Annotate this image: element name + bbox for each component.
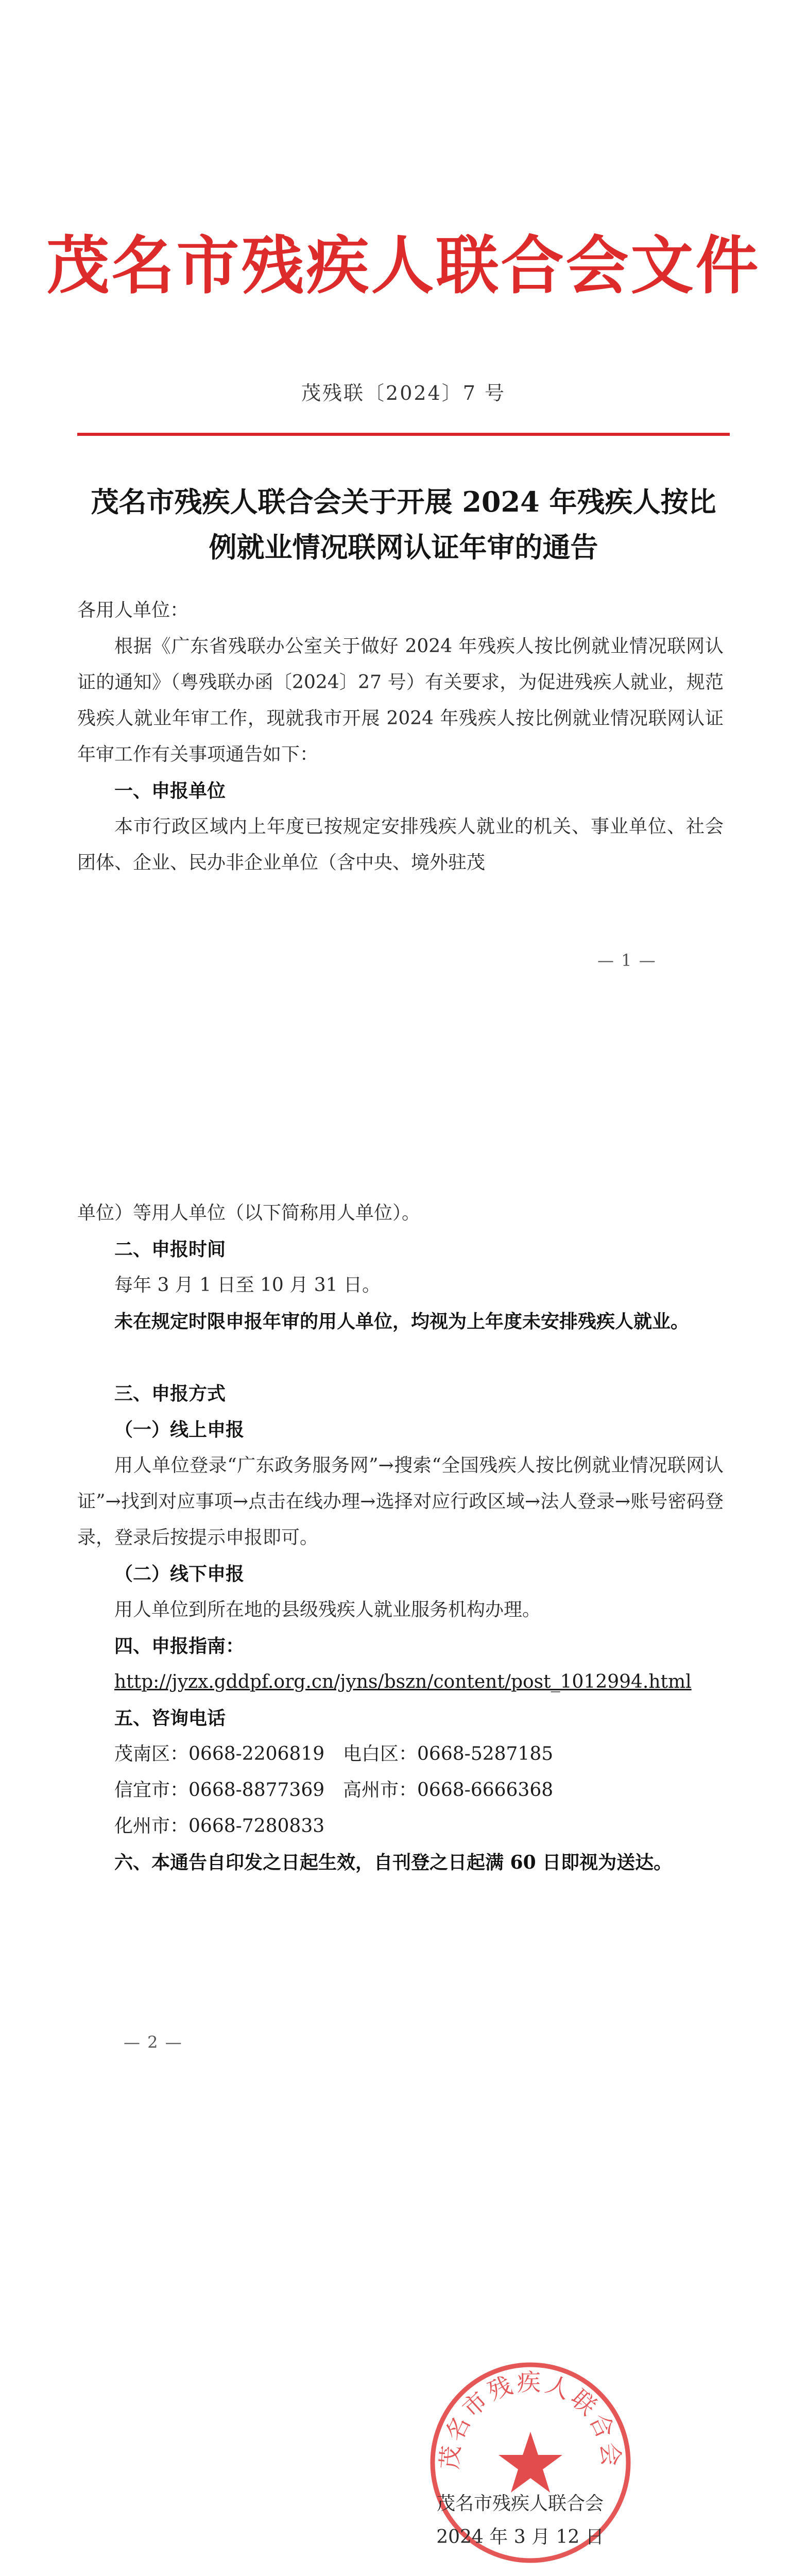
deadline-warning: 未在规定时限申报年审的用人单位，均视为上年度未安排残疾人就业。 — [114, 1311, 690, 1332]
signature-org: 茂名市残疾人联合会 — [436, 2493, 604, 2514]
phone-area: 电白区： — [343, 1743, 418, 1765]
application-period: 每年 3 月 1 日至 10 月 31 日。 — [114, 1275, 381, 1296]
section-heading-applicants: 一、申报单位 — [114, 780, 226, 802]
signature-date: 2024 年 3 月 12 日 — [436, 2527, 604, 2548]
phone-area: 化州市： — [114, 1816, 189, 1837]
phone-number: 0668-7280833 — [188, 1816, 325, 1837]
section-heading-guide: 四、申报指南： — [114, 1635, 245, 1657]
phone-area: 高州市： — [343, 1780, 418, 1801]
phone-number: 0668-6666368 — [417, 1780, 554, 1801]
page-number-1: — 1 — — [597, 951, 657, 970]
phone-number: 0668-2206819 — [188, 1743, 325, 1765]
phone-row-3 — [114, 1808, 324, 1844]
phone-row-2 — [114, 1772, 553, 1808]
header-red-divider — [77, 433, 730, 436]
section-heading-time: 二、申报时间 — [114, 1239, 226, 1260]
phone-row-1 — [114, 1736, 553, 1772]
phone-area: 信宜市： — [114, 1780, 189, 1801]
page-number-2: — 2 — — [124, 2032, 183, 2052]
phone-area: 茂南区： — [114, 1743, 189, 1765]
document-number: 茂残联〔2024〕7 号 — [301, 382, 506, 404]
section-heading-method: 三、申报方式 — [114, 1383, 226, 1404]
intro-paragraph: 根据《广东省残联办公室关于做好 2024 年残疾人按比例就业情况联网认证的通知》（粤残联办函〔2024〕27 号）有关要求，为促进残疾人就业，规范残疾人就业年审工作，现就我市开展 2024 年残疾人按比例就业情况联网认证年审工作有关事项通告如下： — [77, 636, 724, 765]
effective-notice: 六、本通告自印发之日起生效，自刊登之日起满 60 日即视为送达。 — [114, 1852, 673, 1873]
section-heading-hotline: 五、咨询电话 — [114, 1707, 226, 1729]
applicants-paragraph-part2: 单位）等用人单位（以下简称用人单位）。 — [77, 1202, 421, 1224]
guide-link[interactable]: http://jyzx.gddpf.org.cn/jyns/bszn/content/post_1012994.html — [114, 1671, 692, 1692]
phone-number: 0668-5287185 — [417, 1743, 554, 1765]
offline-application-paragraph: 用人单位到所在地的县级残疾人就业服务机构办理。 — [114, 1599, 541, 1620]
subheading-online: （一）线上申报 — [114, 1419, 245, 1440]
seal-text: 茂名市残疾人联合会 — [435, 2368, 626, 2471]
phone-number: 0668-8877369 — [188, 1780, 325, 1801]
notice-title: 茂名市残疾人联合会关于开展 2024 年残疾人按比例就业情况联网认证年审的通告 — [91, 485, 716, 564]
applicants-paragraph-part1: 本市行政区域内上年度已按规定安排残疾人就业的机关、事业单位、社会团体、企业、民办非企业单位（含中央、境外驻茂 — [77, 816, 724, 873]
online-application-paragraph: 用人单位登录“广东政务服务网”→搜索“全国残疾人按比例就业情况联网认证”→找到对应事项→点击在线办理→选择对应行政区域→法人登录→账号密码登录，登录后按提示申报即可。 — [77, 1455, 724, 1548]
document-header-title: 茂名市残疾人联合会文件 — [46, 228, 761, 302]
salutation: 各用人单位： — [77, 600, 189, 621]
subheading-offline: （二）线下申报 — [114, 1563, 245, 1585]
